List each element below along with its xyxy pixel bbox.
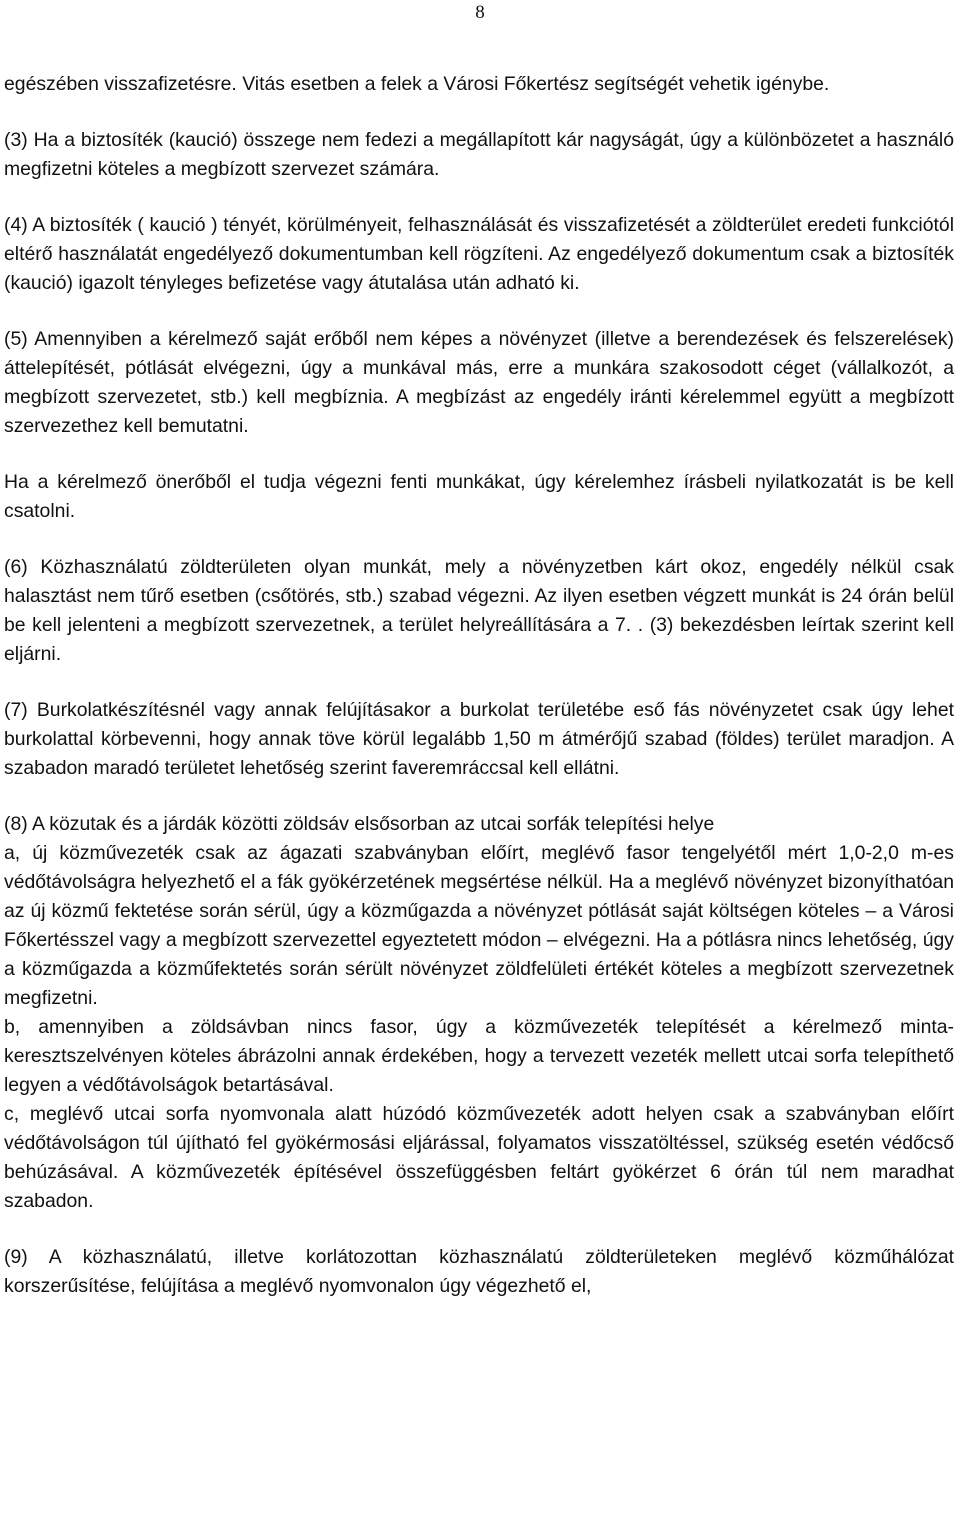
- paragraph-5: (5) Amennyiben a kérelmező saját erőből nem képes a növényzet (illetve a berendezések és felszerelések) áttelepítését, pótlását elvégezni, úgy a munkával más, erre a munkára szakosodott céget (vállalkozót, a megbízott szervezetet, stb.) kell megbíznia. A megbízást az engedély iránti kérelemmel együtt a megbízott szervezethez kell bemutatni.: [4, 328, 954, 437]
- paragraph-8-item-a: a, új közművezeték csak az ágazati szabványban előírt, meglévő fasor tengelyétől mért 1,0-2,0 m-es védőtávolságra helyezhető el a fák gyökérzetének megsértése nélkül. Ha a meglévő növényzet bizonyíthatóan az új közmű fektetése során sérül, úgy a közműgazda a növényzet pótlását saját költségen köteles – a Városi Főkertésszel vagy a megbízott szervezettel egyeztetett módon – elvégezni. Ha a pótlásra nincs lehetőség, úgy a közműgazda a közműfektetés során sérült növényzet zöldfelületi értékét köteles a megbízott szervezetnek megfizetni.: [4, 842, 954, 1009]
- paragraph-3: (3) Ha a biztosíték (kaució) összege nem fedezi a megállapított kár nagyságát, úgy a különbözetet a használó megfizetni köteles a megbízott szervezet számára.: [4, 129, 954, 180]
- paragraph-5-note: Ha a kérelmező önerőből el tudja végezni fenti munkákat, úgy kérelemhez írásbeli nyilatkozatát is be kell csatolni.: [4, 471, 954, 522]
- paragraph-4: (4) A biztosíték ( kaució ) tényét, körülményeit, felhasználását és visszafizetését a zöldterület eredeti funkciótól eltérő használatát engedélyező dokumentumban kell rögzíteni. Az engedélyező dokumentum csak a biztosíték (kaució) igazolt tényleges befizetése vagy átutalása után adható ki.: [4, 214, 954, 294]
- paragraph-7: (7) Burkolatkészítésnél vagy annak felújításakor a burkolat területébe eső fás növényzetet csak úgy lehet burkolattal körbevenni, hogy annak töve körül legalább 1,50 m átmérőjű szabad (földes) terület maradjon. A szabadon maradó területet lehetőség szerint faveremráccsal kell ellátni.: [4, 699, 954, 779]
- page-number: 8: [475, 2, 485, 23]
- paragraph-9: (9) A közhasználatú, illetve korlátozottan közhasználatú zöldterületeken meglévő közműhálózat korszerűsítése, felújítása a meglévő nyomvonalon úgy végezhető el,: [4, 1246, 954, 1297]
- paragraph-8-item-b: b, amennyiben a zöldsávban nincs fasor, úgy a közművezeték telepítését a kérelmező minta-keresztszelvényen köteles ábrázolni annak érdekében, hogy a tervezett vezeték mellett utcai sorfa telepíthető legyen a védőtávolságok betartásával.: [4, 1016, 954, 1096]
- paragraph-continuation: egészében visszafizetésre. Vitás esetben a felek a Városi Főkertész segítségét vehetik igénybe.: [4, 73, 830, 95]
- paragraph-8-intro: (8) A közutak és a járdák közötti zöldsáv elsősorban az utcai sorfák telepítési helye: [4, 813, 715, 835]
- paragraph-8-item-c: c, meglévő utcai sorfa nyomvonala alatt húzódó közművezeték adott helyen csak a szabványban előírt védőtávolságon túl újítható fel gyökérmosási eljárással, folyamatos visszatöltéssel, szükség esetén védőcső behúzásával. A közművezeték építésével összefüggésben feltárt gyökérzet 6 órán túl nem maradhat szabadon.: [4, 1103, 954, 1212]
- paragraph-8: [4, 810, 954, 1216]
- paragraph-6: (6) Közhasználatú zöldterületen olyan munkát, mely a növényzetben kárt okoz, engedély nélkül csak halasztást nem tűrő esetben (csőtörés, stb.) szabad végezni. Az ilyen esetben végzett munkát is 24 órán belül be kell jelenteni a megbízott szervezetnek, a terület helyreállítására a 7. . (3) bekezdésben leírtak szerint kell eljárni.: [4, 556, 954, 665]
- document-body: [4, 70, 954, 1328]
